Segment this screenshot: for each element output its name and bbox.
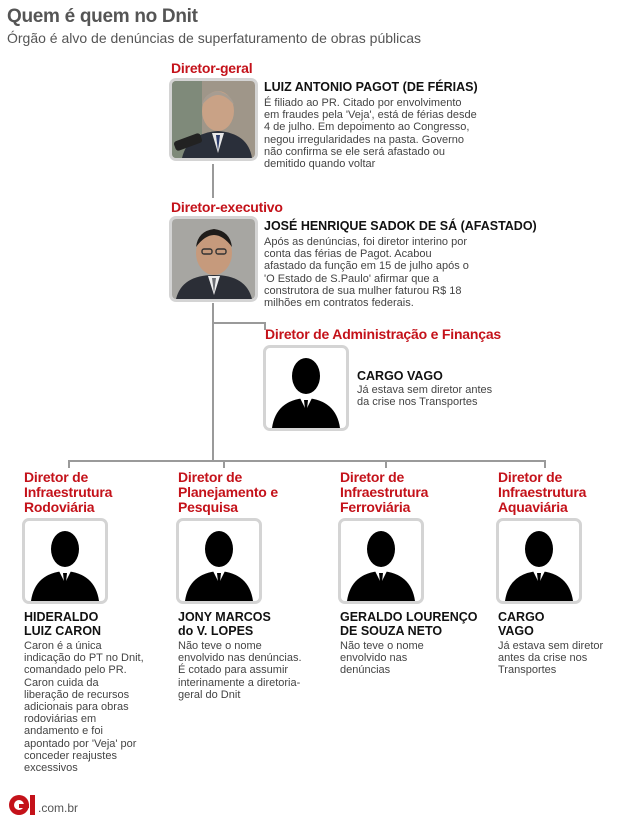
connector-drop-4 <box>544 460 546 468</box>
role-diretor-geral: Diretor-geral <box>171 60 253 76</box>
photo-pagot <box>169 78 258 161</box>
photo-caron <box>22 518 108 604</box>
silhouette-icon <box>266 348 346 428</box>
connector-drop-2 <box>223 460 225 468</box>
page-title: Quem é quem no Dnit <box>7 6 198 27</box>
desc-jony: Não teve o nome envolvido nas denúncias. É cotado para assumir interinamente a diretoria-geral do Dnit <box>178 640 302 701</box>
connector-adm-branch <box>213 322 265 324</box>
photo-aquaviaria-vago <box>496 518 582 604</box>
role-ferroviaria: Diretor de Infraestrutura Ferroviária <box>340 469 429 515</box>
silhouette-icon <box>499 521 579 601</box>
desc-aquaviaria: Já estava sem diretor antes da crise nos Transportes <box>498 640 604 677</box>
name-aquaviaria: CARGO VAGO <box>498 610 545 638</box>
name-caron: HIDERALDO LUIZ CARON <box>24 610 102 638</box>
silhouette-icon <box>179 521 259 601</box>
g1-logo <box>8 793 37 817</box>
name-sadok: JOSÉ HENRIQUE SADOK DE SÁ (AFASTADO) <box>264 219 537 233</box>
connector-horizontal-bar <box>68 460 545 462</box>
photo-geraldo <box>338 518 424 604</box>
desc-sadok: Após as denúncias, foi diretor interino por conta das férias de Pagot. Acabou afastado da função em 15 de julho após o 'O Estado de S.Paulo' afirmar que a construtora de sua mulher faturou R$ 18 milhões em contratos federais. <box>264 236 469 310</box>
role-diretor-executivo: Diretor-executivo <box>171 199 283 215</box>
connector-executivo-trunk <box>212 303 214 461</box>
name-jony: JONY MARCOS do V. LOPES <box>178 610 271 638</box>
desc-pagot: É filiado ao PR. Citado por envolvimento em fraudes pela 'Veja', está de férias desde 4 de julho. Em depoimento ao Congresso, negou irregularidades na pasta. Governo não confirma se ele será afastado ou demitido quando voltar <box>264 97 477 171</box>
role-rodoviaria: Diretor de Infraestrutura Rodoviária <box>24 469 113 515</box>
person-photo-icon <box>172 219 255 299</box>
g1-domain: .com.br <box>38 801 79 815</box>
connector-geral-executivo <box>212 164 214 198</box>
connector-drop-3 <box>385 460 387 468</box>
name-pagot: LUIZ ANTONIO PAGOT (DE FÉRIAS) <box>264 80 478 94</box>
name-adm: CARGO VAGO <box>357 369 443 383</box>
desc-adm: Já estava sem diretor antes da crise nos Transportes <box>357 384 493 409</box>
silhouette-icon <box>25 521 105 601</box>
photo-adm-vago <box>263 345 349 431</box>
role-planejamento: Diretor de Planejamento e Pesquisa <box>178 469 278 515</box>
role-aquaviaria: Diretor de Infraestrutura Aquaviária <box>498 469 587 515</box>
name-geraldo: GERALDO LOURENÇO DE SOUZA NETO <box>340 610 478 638</box>
photo-jony <box>176 518 262 604</box>
desc-geraldo: Não teve o nome envolvido nas denúncias <box>340 640 424 677</box>
desc-caron: Caron é a única indicação do PT no Dnit, comandado pelo PR. Caron cuida da liberação de recursos adicionais para obras rodoviárias em andamento e foi apontado por 'Veja' por conceder reajustes excessivos <box>24 640 144 775</box>
page-subtitle: Órgão é alvo de denúncias de superfaturamento de obras públicas <box>7 30 422 46</box>
person-photo-icon <box>172 81 255 158</box>
silhouette-icon <box>341 521 421 601</box>
role-diretor-adm: Diretor de Administração e Finanças <box>265 326 501 342</box>
photo-sadok <box>169 216 258 302</box>
connector-drop-1 <box>68 460 70 468</box>
